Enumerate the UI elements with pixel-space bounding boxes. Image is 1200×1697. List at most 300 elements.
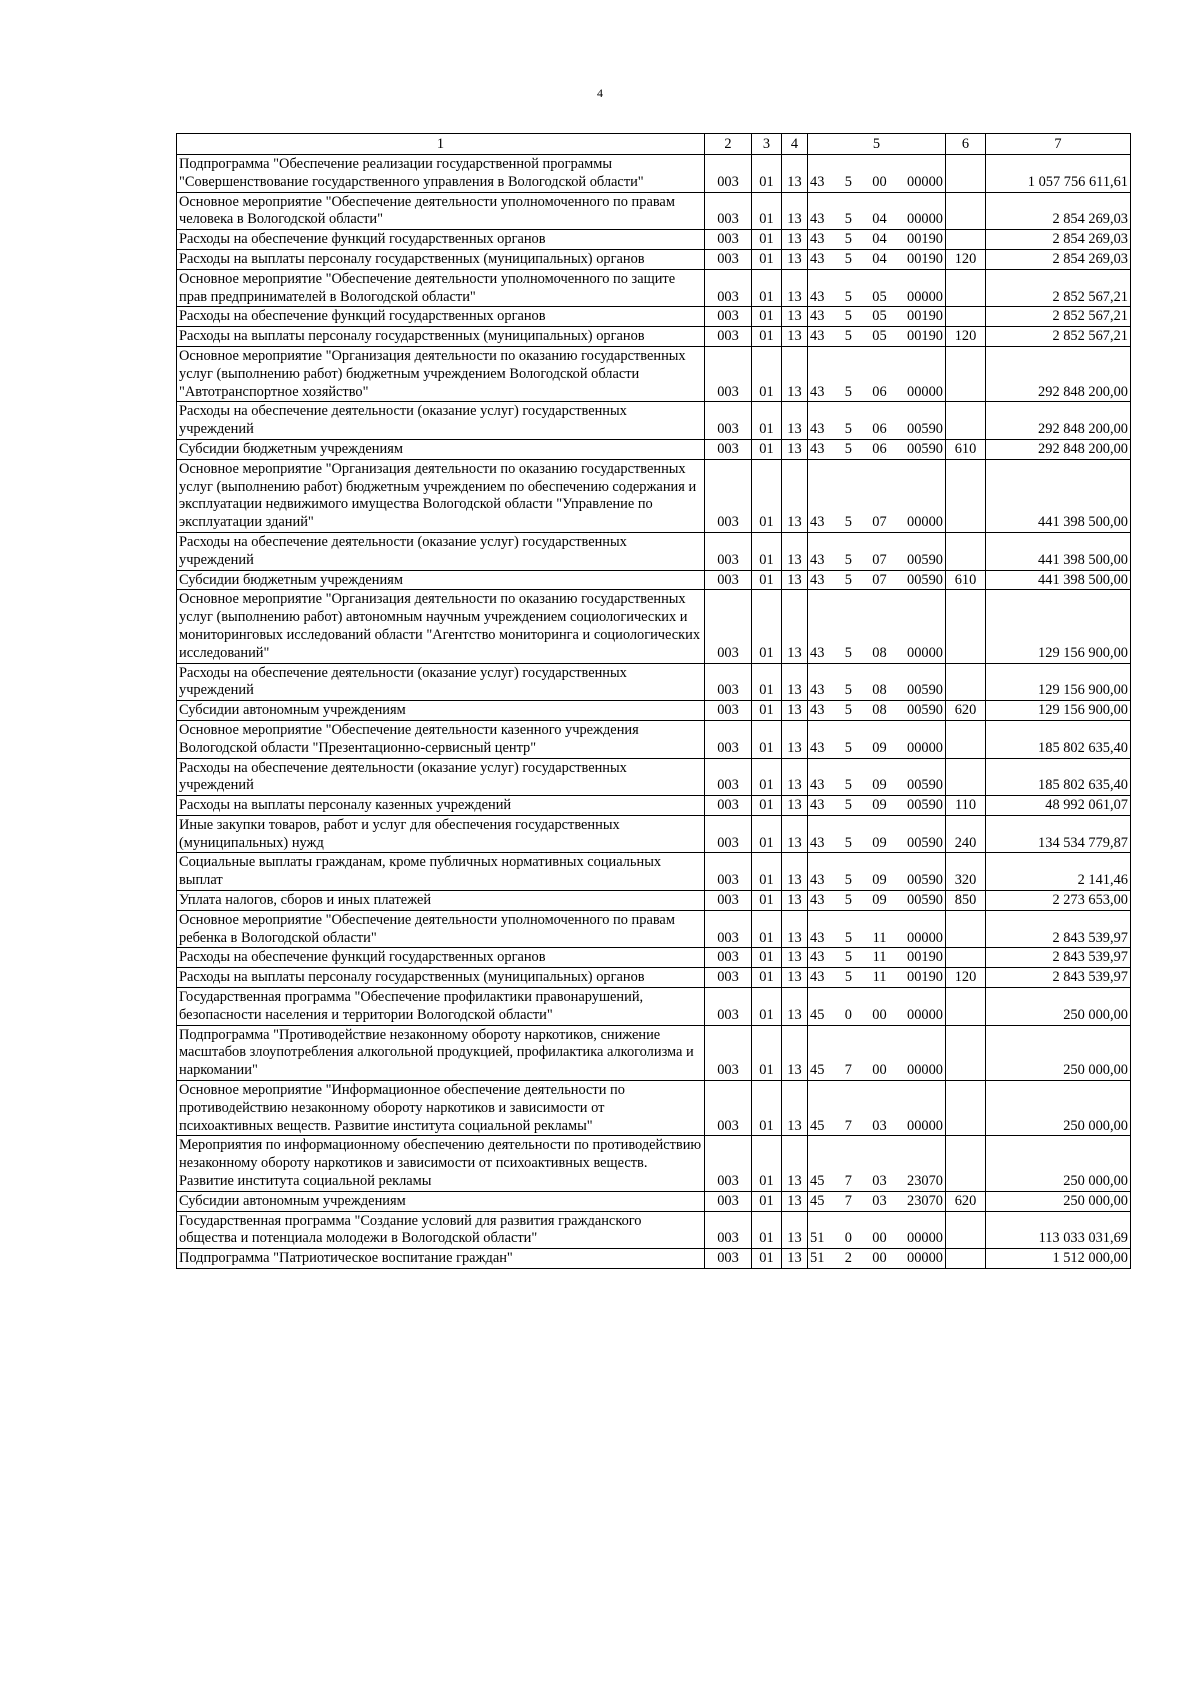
row-expense-type <box>946 663 986 701</box>
row-admin-code: 003 <box>705 570 752 590</box>
row-target-article <box>808 910 946 948</box>
row-subsection-code: 13 <box>782 155 808 193</box>
table-row <box>177 1025 1131 1080</box>
measure-code: 05 <box>872 288 887 305</box>
row-target-article <box>808 968 946 988</box>
row-subsection-code: 13 <box>782 910 808 948</box>
row-section-code: 01 <box>752 1249 782 1269</box>
row-section-code: 01 <box>752 1191 782 1211</box>
table-row <box>177 968 1131 988</box>
row-admin-code: 003 <box>705 459 752 532</box>
row-admin-code: 003 <box>705 1211 752 1249</box>
table-row <box>177 1211 1131 1249</box>
column-header-target-article: 5 <box>808 134 946 155</box>
row-subsection-code: 13 <box>782 307 808 327</box>
table-row <box>177 402 1131 440</box>
program-code: 45 <box>810 1062 825 1079</box>
direction-code: 23070 <box>907 1173 943 1190</box>
measure-code: 08 <box>872 644 887 661</box>
subprogram-code: 5 <box>844 797 852 814</box>
row-section-code: 01 <box>752 1211 782 1249</box>
row-admin-code: 003 <box>705 853 752 891</box>
row-name: Расходы на выплаты персоналу государственных (муниципальных) органов <box>177 249 705 269</box>
row-subsection-code: 13 <box>782 192 808 230</box>
measure-code: 08 <box>872 702 887 719</box>
program-code: 43 <box>810 551 825 568</box>
program-code: 43 <box>810 797 825 814</box>
row-admin-code: 003 <box>705 327 752 347</box>
row-expense-type <box>946 1136 986 1191</box>
row-target-article <box>808 1081 946 1136</box>
row-name: Расходы на выплаты персоналу государственных (муниципальных) органов <box>177 327 705 347</box>
row-amount: 292 848 200,00 <box>986 346 1131 401</box>
program-code: 43 <box>810 777 825 794</box>
program-code: 51 <box>810 1250 825 1267</box>
direction-code: 00000 <box>907 929 943 946</box>
row-target-article <box>808 192 946 230</box>
row-subsection-code: 13 <box>782 230 808 250</box>
row-name: Расходы на обеспечение деятельности (оказание услуг) государственных учреждений <box>177 663 705 701</box>
target-article-parts <box>810 552 943 570</box>
row-target-article <box>808 796 946 816</box>
table-row <box>177 988 1131 1026</box>
measure-code: 03 <box>872 1173 887 1190</box>
measure-code: 09 <box>872 777 887 794</box>
target-article-parts <box>810 328 943 346</box>
row-admin-code: 003 <box>705 720 752 758</box>
table-row <box>177 307 1131 327</box>
row-admin-code: 003 <box>705 307 752 327</box>
subprogram-code: 5 <box>844 969 853 986</box>
measure-code: 03 <box>872 1117 887 1134</box>
row-section-code: 01 <box>752 1081 782 1136</box>
row-amount: 48 992 061,07 <box>986 796 1131 816</box>
table-row <box>177 701 1131 721</box>
table-row <box>177 1249 1131 1269</box>
program-code: 43 <box>810 969 825 986</box>
row-name: Подпрограмма "Обеспечение реализации государственной программы "Совершенствование государственного управления в Вологодской области" <box>177 155 705 193</box>
program-code: 43 <box>810 571 825 588</box>
row-subsection-code: 13 <box>782 891 808 911</box>
row-expense-type <box>946 155 986 193</box>
row-name: Социальные выплаты гражданам, кроме публичных нормативных социальных выплат <box>177 853 705 891</box>
row-target-article <box>808 459 946 532</box>
target-article-parts <box>810 797 943 815</box>
row-section-code: 01 <box>752 891 782 911</box>
direction-code: 00190 <box>907 949 943 966</box>
row-admin-code: 003 <box>705 891 752 911</box>
subprogram-code: 5 <box>844 308 852 325</box>
program-code: 43 <box>810 739 825 756</box>
subprogram-code: 0 <box>844 1230 852 1247</box>
direction-code: 00190 <box>907 231 943 248</box>
row-admin-code: 003 <box>705 968 752 988</box>
target-article-parts <box>810 421 943 439</box>
row-target-article <box>808 155 946 193</box>
row-subsection-code: 13 <box>782 720 808 758</box>
row-target-article <box>808 701 946 721</box>
program-code: 43 <box>810 250 825 267</box>
row-name: Расходы на обеспечение деятельности (оказание услуг) государственных учреждений <box>177 532 705 570</box>
row-admin-code: 003 <box>705 758 752 796</box>
row-name: Субсидии автономным учреждениям <box>177 701 705 721</box>
row-admin-code: 003 <box>705 1081 752 1136</box>
row-section-code: 01 <box>752 249 782 269</box>
subprogram-code: 7 <box>844 1173 852 1190</box>
row-subsection-code: 13 <box>782 570 808 590</box>
row-amount: 129 156 900,00 <box>986 701 1131 721</box>
subprogram-code: 5 <box>844 288 852 305</box>
program-code: 43 <box>810 421 825 438</box>
row-target-article <box>808 402 946 440</box>
column-header-amount: 7 <box>986 134 1131 155</box>
row-expense-type <box>946 307 986 327</box>
direction-code: 00000 <box>907 288 943 305</box>
subprogram-code: 7 <box>844 1192 852 1209</box>
direction-code: 00590 <box>907 702 943 719</box>
row-name: Субсидии бюджетным учреждениям <box>177 439 705 459</box>
row-target-article <box>808 327 946 347</box>
target-article-parts <box>810 949 943 967</box>
row-expense-type <box>946 910 986 948</box>
row-subsection-code: 13 <box>782 402 808 440</box>
row-expense-type: 120 <box>946 327 986 347</box>
measure-code: 00 <box>872 1250 887 1267</box>
row-amount: 441 398 500,00 <box>986 570 1131 590</box>
table-row <box>177 249 1131 269</box>
target-article-parts <box>810 682 943 700</box>
row-target-article <box>808 590 946 663</box>
measure-code: 04 <box>872 211 887 228</box>
row-section-code: 01 <box>752 230 782 250</box>
row-expense-type: 850 <box>946 891 986 911</box>
row-name: Государственная программа "Создание условий для развития гражданского общества и потенциала молодежи в Вологодской области" <box>177 1211 705 1249</box>
row-section-code: 01 <box>752 327 782 347</box>
direction-code: 00000 <box>907 1250 943 1267</box>
target-article-parts <box>810 777 943 795</box>
row-target-article <box>808 853 946 891</box>
measure-code: 07 <box>872 514 887 531</box>
row-name: Расходы на обеспечение функций государственных органов <box>177 948 705 968</box>
row-name: Расходы на обеспечение деятельности (оказание услуг) государственных учреждений <box>177 758 705 796</box>
row-name: Расходы на выплаты персоналу государственных (муниципальных) органов <box>177 968 705 988</box>
row-section-code: 01 <box>752 155 782 193</box>
row-amount: 185 802 635,40 <box>986 720 1131 758</box>
program-code: 45 <box>810 1173 825 1190</box>
subprogram-code: 5 <box>844 173 852 190</box>
row-amount: 1 057 756 611,61 <box>986 155 1131 193</box>
row-section-code: 01 <box>752 701 782 721</box>
target-article-parts <box>810 231 943 249</box>
row-expense-type: 120 <box>946 968 986 988</box>
row-target-article <box>808 570 946 590</box>
row-amount: 2 852 567,21 <box>986 307 1131 327</box>
budget-table <box>176 133 1131 1269</box>
measure-code: 00 <box>872 1006 887 1023</box>
table-row <box>177 720 1131 758</box>
target-article-parts <box>810 211 943 229</box>
row-expense-type: 240 <box>946 815 986 853</box>
row-section-code: 01 <box>752 439 782 459</box>
row-target-article <box>808 815 946 853</box>
measure-code: 09 <box>872 739 887 756</box>
row-subsection-code: 13 <box>782 269 808 307</box>
target-article-parts <box>810 1173 943 1191</box>
row-subsection-code: 13 <box>782 758 808 796</box>
row-name: Основное мероприятие "Информационное обеспечение деятельности по противодействию незаконному обороту наркотиков и зависимости от психоактивных веществ. Развитие института социальной рекламы" <box>177 1081 705 1136</box>
row-expense-type <box>946 590 986 663</box>
table-row <box>177 948 1131 968</box>
row-name: Иные закупки товаров, работ и услуг для обеспечения государственных (муниципальных) нужд <box>177 815 705 853</box>
row-amount: 250 000,00 <box>986 1191 1131 1211</box>
row-section-code: 01 <box>752 269 782 307</box>
row-target-article <box>808 1249 946 1269</box>
row-expense-type: 620 <box>946 1191 986 1211</box>
row-admin-code: 003 <box>705 815 752 853</box>
column-header-subsection: 4 <box>782 134 808 155</box>
direction-code: 00590 <box>907 892 943 909</box>
direction-code: 00000 <box>907 383 943 400</box>
row-expense-type <box>946 720 986 758</box>
subprogram-code: 5 <box>844 702 852 719</box>
program-code: 43 <box>810 211 825 228</box>
direction-code: 00590 <box>907 872 943 889</box>
row-amount: 250 000,00 <box>986 1136 1131 1191</box>
row-expense-type: 610 <box>946 439 986 459</box>
row-amount: 441 398 500,00 <box>986 459 1131 532</box>
row-amount: 2 843 539,97 <box>986 948 1131 968</box>
row-section-code: 01 <box>752 570 782 590</box>
row-admin-code: 003 <box>705 249 752 269</box>
table-row <box>177 155 1131 193</box>
row-target-article <box>808 988 946 1026</box>
table-row <box>177 815 1131 853</box>
row-amount: 129 156 900,00 <box>986 663 1131 701</box>
row-subsection-code: 13 <box>782 701 808 721</box>
program-code: 43 <box>810 682 825 699</box>
measure-code: 04 <box>872 250 887 267</box>
direction-code: 00190 <box>907 969 943 986</box>
row-name: Субсидии автономным учреждениям <box>177 1191 705 1211</box>
row-amount: 2 852 567,21 <box>986 327 1131 347</box>
direction-code: 00000 <box>907 1062 943 1079</box>
row-subsection-code: 13 <box>782 532 808 570</box>
table-row <box>177 796 1131 816</box>
direction-code: 00590 <box>907 421 943 438</box>
program-code: 43 <box>810 514 825 531</box>
measure-code: 00 <box>872 1062 887 1079</box>
direction-code: 00190 <box>907 250 943 267</box>
measure-code: 11 <box>872 949 887 966</box>
row-name: Расходы на выплаты персоналу казенных учреждений <box>177 796 705 816</box>
program-code: 43 <box>810 929 825 946</box>
table-row <box>177 758 1131 796</box>
program-code: 43 <box>810 308 825 325</box>
row-expense-type <box>946 1211 986 1249</box>
measure-code: 08 <box>872 682 887 699</box>
row-admin-code: 003 <box>705 796 752 816</box>
direction-code: 23070 <box>907 1192 943 1209</box>
measure-code: 07 <box>872 551 887 568</box>
row-name: Государственная программа "Обеспечение профилактики правонарушений, безопасности населения и территории Вологодской области" <box>177 988 705 1026</box>
row-target-article <box>808 891 946 911</box>
subprogram-code: 5 <box>844 211 852 228</box>
direction-code: 00000 <box>907 644 943 661</box>
subprogram-code: 5 <box>844 571 852 588</box>
row-subsection-code: 13 <box>782 1081 808 1136</box>
direction-code: 00590 <box>907 551 943 568</box>
row-amount: 134 534 779,87 <box>986 815 1131 853</box>
row-target-article <box>808 439 946 459</box>
subprogram-code: 5 <box>844 383 852 400</box>
row-target-article <box>808 532 946 570</box>
row-subsection-code: 13 <box>782 853 808 891</box>
row-name: Расходы на обеспечение функций государственных органов <box>177 307 705 327</box>
row-admin-code: 003 <box>705 439 752 459</box>
target-article-parts <box>810 1193 943 1211</box>
subprogram-code: 5 <box>844 929 853 946</box>
target-article-parts <box>810 1230 943 1248</box>
row-subsection-code: 13 <box>782 346 808 401</box>
program-code: 45 <box>810 1117 825 1134</box>
target-article-parts <box>810 872 943 890</box>
direction-code: 00590 <box>907 440 943 457</box>
row-admin-code: 003 <box>705 910 752 948</box>
program-code: 43 <box>810 644 825 661</box>
row-subsection-code: 13 <box>782 590 808 663</box>
direction-code: 00590 <box>907 834 943 851</box>
row-expense-type <box>946 948 986 968</box>
measure-code: 05 <box>872 308 887 325</box>
row-name: Расходы на обеспечение функций государственных органов <box>177 230 705 250</box>
row-name: Основное мероприятие "Обеспечение деятельности уполномоченного по защите прав предпринимателей в Вологодской области" <box>177 269 705 307</box>
row-section-code: 01 <box>752 758 782 796</box>
row-amount: 129 156 900,00 <box>986 590 1131 663</box>
program-code: 43 <box>810 231 825 248</box>
row-admin-code: 003 <box>705 192 752 230</box>
program-code: 43 <box>810 892 825 909</box>
table-row <box>177 1191 1131 1211</box>
table-row <box>177 1136 1131 1191</box>
row-admin-code: 003 <box>705 590 752 663</box>
row-subsection-code: 13 <box>782 1211 808 1249</box>
program-code: 43 <box>810 383 825 400</box>
target-article-parts <box>810 251 943 269</box>
row-name: Основное мероприятие "Обеспечение деятельности уполномоченного по правам человека в Вологодской области" <box>177 192 705 230</box>
row-target-article <box>808 948 946 968</box>
row-admin-code: 003 <box>705 155 752 193</box>
program-code: 43 <box>810 288 825 305</box>
row-name: Основное мероприятие "Обеспечение деятельности уполномоченного по правам ребенка в Вологодской области" <box>177 910 705 948</box>
direction-code: 00190 <box>907 328 943 345</box>
row-expense-type <box>946 230 986 250</box>
subprogram-code: 5 <box>844 440 852 457</box>
subprogram-code: 0 <box>844 1006 852 1023</box>
measure-code: 09 <box>872 797 887 814</box>
row-admin-code: 003 <box>705 1136 752 1191</box>
table-row <box>177 891 1131 911</box>
measure-code: 09 <box>872 892 887 909</box>
measure-code: 09 <box>872 834 887 851</box>
table-row <box>177 532 1131 570</box>
row-amount: 2 843 539,97 <box>986 910 1131 948</box>
row-admin-code: 003 <box>705 532 752 570</box>
row-target-article <box>808 230 946 250</box>
subprogram-code: 5 <box>844 231 852 248</box>
subprogram-code: 5 <box>844 421 852 438</box>
table-row <box>177 327 1131 347</box>
row-target-article <box>808 346 946 401</box>
row-subsection-code: 13 <box>782 249 808 269</box>
row-admin-code: 003 <box>705 230 752 250</box>
target-article-parts <box>810 384 943 402</box>
row-expense-type <box>946 269 986 307</box>
program-code: 51 <box>810 1230 825 1247</box>
row-subsection-code: 13 <box>782 1191 808 1211</box>
row-expense-type <box>946 459 986 532</box>
row-target-article <box>808 307 946 327</box>
row-name: Расходы на обеспечение деятельности (оказание услуг) государственных учреждений <box>177 402 705 440</box>
row-section-code: 01 <box>752 307 782 327</box>
row-subsection-code: 13 <box>782 663 808 701</box>
row-subsection-code: 13 <box>782 1249 808 1269</box>
target-article-parts <box>810 174 943 192</box>
target-article-parts <box>810 1007 943 1025</box>
direction-code: 00000 <box>907 514 943 531</box>
row-name: Подпрограмма "Патриотическое воспитание граждан" <box>177 1249 705 1269</box>
column-header-section: 3 <box>752 134 782 155</box>
row-section-code: 01 <box>752 796 782 816</box>
table-row <box>177 1081 1131 1136</box>
measure-code: 11 <box>872 969 887 986</box>
direction-code: 00590 <box>907 777 943 794</box>
program-code: 43 <box>810 872 825 889</box>
row-amount: 250 000,00 <box>986 1081 1131 1136</box>
row-expense-type <box>946 346 986 401</box>
row-expense-type: 120 <box>946 249 986 269</box>
row-target-article <box>808 720 946 758</box>
target-article-parts <box>810 308 943 326</box>
row-amount: 1 512 000,00 <box>986 1249 1131 1269</box>
row-admin-code: 003 <box>705 948 752 968</box>
target-article-parts <box>810 835 943 853</box>
measure-code: 11 <box>872 929 887 946</box>
row-section-code: 01 <box>752 968 782 988</box>
measure-code: 04 <box>872 231 887 248</box>
table-row <box>177 230 1131 250</box>
row-admin-code: 003 <box>705 402 752 440</box>
target-article-parts <box>810 702 943 720</box>
measure-code: 07 <box>872 571 887 588</box>
row-expense-type <box>946 1081 986 1136</box>
row-section-code: 01 <box>752 815 782 853</box>
target-article-parts <box>810 514 943 532</box>
row-section-code: 01 <box>752 910 782 948</box>
target-article-parts <box>810 930 943 948</box>
table-row <box>177 910 1131 948</box>
row-section-code: 01 <box>752 1025 782 1080</box>
table-row <box>177 269 1131 307</box>
table-row <box>177 439 1131 459</box>
row-subsection-code: 13 <box>782 796 808 816</box>
row-admin-code: 003 <box>705 346 752 401</box>
row-name: Субсидии бюджетным учреждениям <box>177 570 705 590</box>
target-article-parts <box>810 1118 943 1136</box>
program-code: 43 <box>810 440 825 457</box>
measure-code: 00 <box>872 173 887 190</box>
row-amount: 2 854 269,03 <box>986 249 1131 269</box>
row-subsection-code: 13 <box>782 1025 808 1080</box>
